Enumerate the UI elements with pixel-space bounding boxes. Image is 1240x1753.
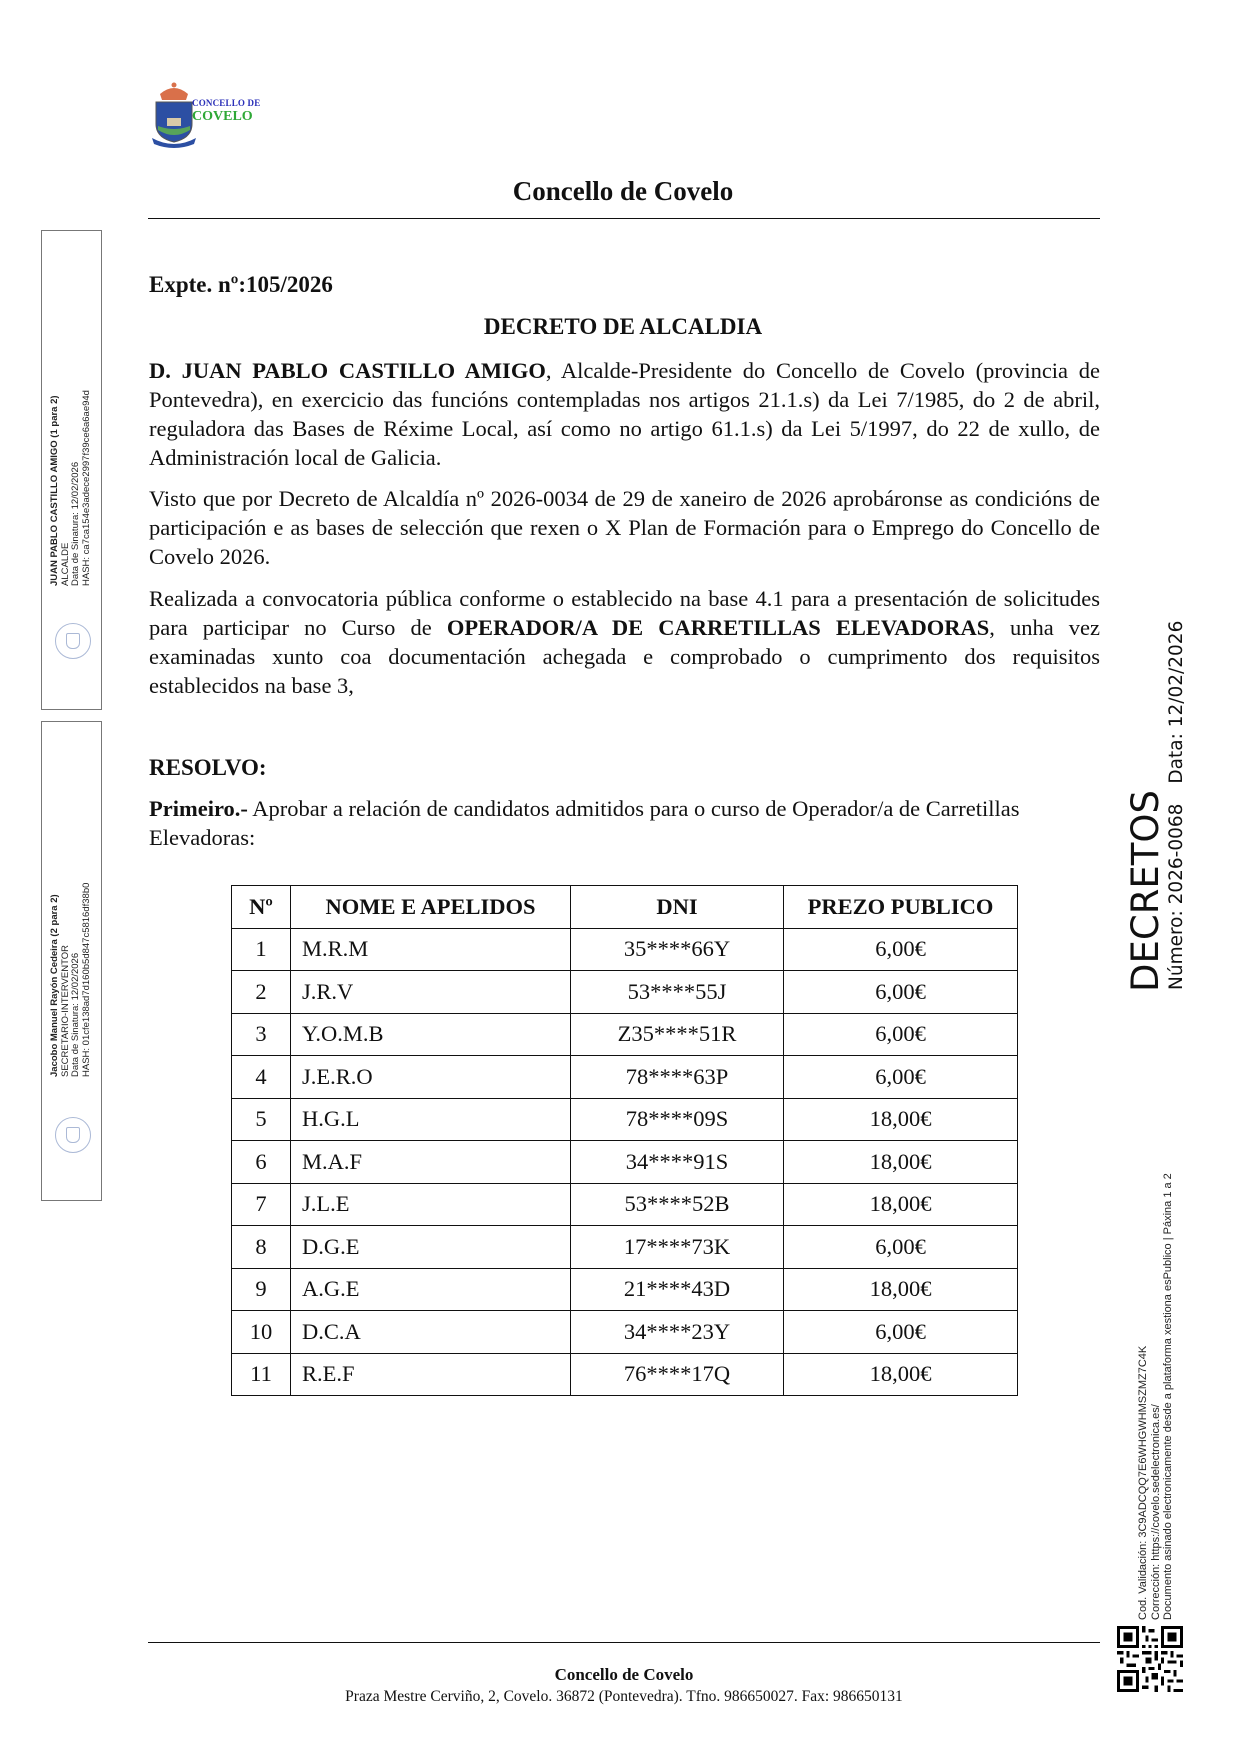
table-row (232, 1098, 1018, 1141)
signer-role: SECRETARIO-INTERVENTOR (59, 945, 71, 1077)
cell-price: 18,00€ (784, 1183, 1018, 1226)
cell-number: 3 (232, 1013, 291, 1056)
footer-title: Concello de Covelo (554, 1665, 694, 1684)
paragraph-mayor-text: , Alcalde-Presidente do Concello de Covelo (provincia de Pontevedra), en exercicio das funcións contempladas nos artigos 21.1.s) da Lei 7/1985, do 2 de abril, reguladora das Bases de Réxime Local, así como no artigo 61.1.s) da Lei 5/1997, do 22 de xullo, de Administración local de Galicia. (149, 358, 1100, 470)
cell-name: J.R.V (291, 971, 571, 1014)
cell-dni: 78****63P (571, 1056, 784, 1099)
table-row (232, 1268, 1018, 1311)
cell-dni: 34****23Y (571, 1311, 784, 1354)
table-row (232, 1013, 1018, 1056)
cell-dni: 17****73K (571, 1226, 784, 1269)
decree-title: DECRETO DE ALCALDIA (483, 314, 763, 339)
table-row (232, 1141, 1018, 1184)
cell-price: 6,00€ (784, 928, 1018, 971)
cell-name: J.E.R.O (291, 1056, 571, 1099)
cell-dni: 76****17Q (571, 1353, 784, 1396)
primeiro-label: Primeiro.- (149, 796, 248, 821)
cell-name: Y.O.M.B (291, 1013, 571, 1056)
col-header-dni: DNI (571, 886, 784, 929)
paragraph-visto: Visto que por Decreto de Alcaldía nº 2026-0034 de 29 de xaneiro de 2026 aprobáronse as condicións de participación e as bases de selección que rexen o X Plan de Formación para o Emprego do Concello de Covelo 2026. (149, 486, 1100, 569)
cell-price: 18,00€ (784, 1268, 1018, 1311)
table-row (232, 1353, 1018, 1396)
table-row (232, 1226, 1018, 1269)
concello-logo (150, 80, 270, 148)
cell-price: 6,00€ (784, 971, 1018, 1014)
cell-number: 2 (232, 971, 291, 1014)
validation-info (1137, 1173, 1175, 1620)
cell-price: 6,00€ (784, 1311, 1018, 1354)
coat-of-arms-icon (150, 80, 198, 148)
signature-box-secretary (41, 721, 102, 1201)
table-row (232, 1311, 1018, 1354)
cell-price: 6,00€ (784, 1226, 1018, 1269)
candidates-table (231, 885, 1018, 1396)
cell-price: 18,00€ (784, 1098, 1018, 1141)
signature-date: Data de Sinatura: 12/02/2026 (70, 952, 81, 1077)
cell-number: 7 (232, 1183, 291, 1226)
cell-name: D.G.E (291, 1226, 571, 1269)
paragraph-primeiro (149, 794, 1100, 852)
signer-name: JUAN PABLO CASTILLO AMIGO (1 para 2) (49, 395, 60, 586)
primeiro-text: Aprobar a relación de candidatos admitidos para o curso de Operador/a de Carretillas Elevadoras: (149, 796, 1020, 850)
cell-dni: 35****66Y (571, 928, 784, 971)
course-name: OPERADOR/A DE CARRETILLAS ELEVADORAS (446, 615, 990, 640)
cell-number: 1 (232, 928, 291, 971)
cell-name: R.E.F (291, 1353, 571, 1396)
logo-text-bottom: COVELO (192, 109, 253, 124)
decree-date: Data: 12/02/2026 (1166, 620, 1187, 784)
mayor-name: D. JUAN PABLO CASTILLO AMIGO (149, 358, 546, 383)
cell-dni: 53****52B (571, 1183, 784, 1226)
decree-stamp-label: DECRETOS (1124, 789, 1167, 992)
resolvo-heading: RESOLVO: (149, 755, 267, 780)
signature-date: Data de Sinatura: 12/02/2026 (70, 461, 81, 586)
cell-number: 6 (232, 1141, 291, 1184)
validation-note: Documento asinado electronicamente desde a plataforma xestiona esPublico | Páxina 1 a 2 (1162, 1173, 1174, 1620)
qr-code-icon (1117, 1626, 1183, 1692)
cell-dni: 21****43D (571, 1268, 784, 1311)
footer-divider (148, 1642, 1100, 1643)
cell-price: 18,00€ (784, 1353, 1018, 1396)
cell-name: A.G.E (291, 1268, 571, 1311)
expediente-number: Expte. nº:105/2026 (149, 272, 333, 297)
cell-name: D.C.A (291, 1311, 571, 1354)
cell-dni: 34****91S (571, 1141, 784, 1184)
validation-code: Cod. Validación: 3C9ADCQQ7E6WHGWHMSZMZ7C4K (1137, 1345, 1149, 1620)
signature-text (50, 883, 92, 1077)
table-row (232, 928, 1018, 971)
cell-price: 18,00€ (784, 1141, 1018, 1184)
cell-number: 9 (232, 1268, 291, 1311)
validation-url: Corrección: https://covelo.sedelectronica.es/ (1149, 1404, 1162, 1620)
cell-number: 4 (232, 1056, 291, 1099)
header-title: Concello de Covelo (512, 176, 734, 206)
cell-name: H.G.L (291, 1098, 571, 1141)
col-header-number: Nº (232, 886, 291, 929)
cell-dni: Z35****51R (571, 1013, 784, 1056)
signer-role: ALCALDE (59, 542, 71, 586)
decree-number: Número: 2026-0068 (1166, 803, 1187, 990)
cell-number: 10 (232, 1311, 291, 1354)
col-header-price: PREZO PUBLICO (784, 886, 1018, 929)
signature-hash: HASH: 01cfe138ad7d160b5d847c5816df38b0 (80, 882, 92, 1077)
cell-number: 8 (232, 1226, 291, 1269)
paragraph-mayor (149, 356, 1100, 472)
cell-name: M.R.M (291, 928, 571, 971)
signature-hash: HASH: ca7ca154e3adece2997f39ce6a6ae94d (80, 390, 92, 586)
cell-number: 11 (232, 1353, 291, 1396)
paragraph-realizada (149, 584, 1100, 700)
cell-name: J.L.E (291, 1183, 571, 1226)
col-header-name: NOME E APELIDOS (291, 886, 571, 929)
decree-stamp-info (1167, 621, 1187, 990)
header-divider (148, 218, 1100, 219)
cell-name: M.A.F (291, 1141, 571, 1184)
official-seal-icon (55, 1117, 91, 1153)
signature-box-mayor (41, 230, 102, 710)
cell-price: 6,00€ (784, 1056, 1018, 1099)
logo-text-top: CONCELLO DE (192, 98, 261, 108)
signature-text (50, 390, 92, 586)
official-seal-icon (55, 623, 91, 659)
paragraph-realizada-text-a: Realizada a convocatoria pública conforme o establecido na base 4.1 para a presentación de solicitudes para participar no Curso de (149, 586, 1100, 640)
table-row (232, 1183, 1018, 1226)
cell-dni: 53****55J (571, 971, 784, 1014)
paragraph-realizada-text-b: , unha vez examinadas xunto coa documentación achegada e comprobado o cumprimento dos requisitos establecidos na base 3, (149, 615, 1100, 698)
cell-number: 5 (232, 1098, 291, 1141)
table-header-row (232, 886, 1018, 929)
cell-price: 6,00€ (784, 1013, 1018, 1056)
table-row (232, 1056, 1018, 1099)
footer-address: Praza Mestre Cerviño, 2, Covelo. 36872 (Pontevedra). Tfno. 986650027. Fax: 986650131 (345, 1688, 903, 1705)
table-row (232, 971, 1018, 1014)
signer-name: Jacobo Manuel Rayón Cedeira (2 para 2) (49, 894, 60, 1077)
cell-dni: 78****09S (571, 1098, 784, 1141)
